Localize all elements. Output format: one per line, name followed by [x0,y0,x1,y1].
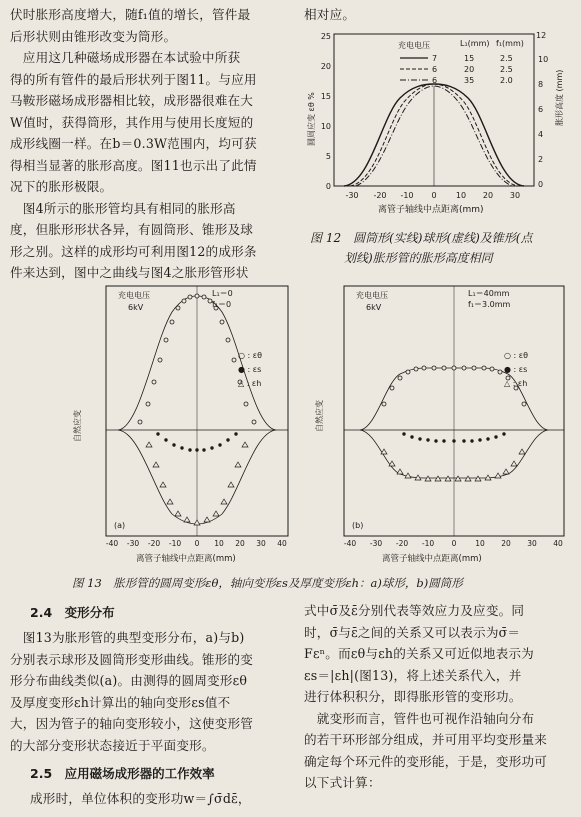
x-tick: 20 [235,539,245,548]
text-line: 进行体积积分，即得胀形管的变形功。 [304,689,522,704]
section-25-text: 成形时，单位体积的变形功w＝∫σ̄dε̄， [30,791,251,806]
y-tick: 15 [320,92,331,101]
x-tick: -30 [345,191,359,200]
y2-tick: 0 [538,180,544,189]
text-line: 的大部分变形状态接近于平面变形。 [10,737,215,753]
text-line: 伏时胀形高度增大，随f₁值的增长，管件最 [10,7,251,22]
x-tick: 30 [256,539,266,548]
chart-subtitle: 6kV [366,303,382,312]
x-tick: 30 [509,191,521,200]
legend-entry: ● : εs [504,365,528,374]
legend-volt: 6 [432,65,438,74]
x-axis-label: 离管子轴线中点距离(mm) [378,205,484,215]
x-tick: -40 [343,539,357,548]
section-heading: 2.4 变形分布 [30,605,115,620]
caption-line: 划线)胀形管的胀形高度相同 [344,251,493,265]
text-line: 度，但胀形形状各异，有圆筒形、锥形及球 [10,222,254,237]
text-line: 就变形而言，管件也可视作沿轴向分布 [304,710,535,726]
text-line: 马鞍形磁场成形器相比较，成形器很难在大 [10,93,254,108]
x-tick: 0 [431,191,437,200]
text-line: 形之别。这样的成形均可利用图12的成形条 [10,243,257,259]
legend-entry: △ : εh [504,379,528,388]
x-tick: 10 [214,539,224,548]
x-tick: 20 [501,539,511,548]
x-tick: 10 [455,191,467,200]
text-line: W值时，获得筒形，其作用与使用长度短的 [10,114,254,130]
chart-subtitle: 6kV [128,303,144,312]
figure-13-caption: 图 13 胀形管的圆周变形εθ，轴向变形εs及厚度变形εh：a)球形，b)圆筒形 [72,576,463,590]
y2-tick: 8 [538,80,544,89]
text-line: 及厚度变形εh计算出的轴向变形εs值不 [10,694,231,710]
x-tick: -30 [369,539,383,548]
x-tick: -30 [126,539,140,548]
x-tick: -20 [373,191,387,200]
text-line: 分别表示球形及圆筒形变形曲线。锥形的变 [10,651,254,667]
x-tick: 0 [451,539,457,548]
figure-12-caption [310,228,572,268]
y2-tick: 6 [538,105,544,114]
legend-f1: 2.5 [500,65,513,74]
legend-entry: ○ : εθ [238,351,262,360]
text-line: 成形线圈一样。在b＝0.3W范围内，均可获 [10,136,257,151]
y-tick: 10 [320,122,331,131]
legend-entry: ○ : εθ [504,351,528,360]
legend-volt: 6 [432,76,438,85]
param: f₁＝3.0mm [468,300,511,309]
param: L₁＝0 [212,289,233,298]
text-line: 应用这几种磁场成形器在本试验中所获 [10,50,241,65]
right-top-fragment: 相对应。 [304,7,356,22]
text-line: 大，因为管子的轴向变形较小，这使变形管 [10,716,254,731]
left-top-text [10,4,294,284]
param: f₁＝0 [212,300,232,309]
legend-title: 充电电压 [398,41,430,50]
x-tick: 20 [482,191,494,200]
x-tick: 10 [475,539,485,548]
y-tick: 25 [320,32,331,41]
legend-l1: 15 [464,54,475,63]
x-tick: -20 [395,539,409,548]
text-line: 图4所示的胀形管均具有相同的胀形高 [10,200,236,216]
section-24-text [10,627,294,756]
text-line: εs＝|εh|(图13)，将上述关系代入，并 [304,667,522,683]
x-tick: -10 [400,191,414,200]
x-tick: -20 [147,539,161,548]
x-axis-label: 离管子轴线中点距离(mm) [382,554,482,564]
figure-13b [308,282,576,567]
text-line: 时，σ̄与ε̄之间的关系又可以表示为σ̄＝ [304,624,521,640]
y2-axis-label: 胀形高度 (mm) [555,69,564,126]
y2-tick: 10 [538,55,549,64]
text-line: 以下式计算： [304,775,381,790]
y2-tick: 12 [536,31,547,40]
text-line: 后形状则由锥形改变为筒形。 [10,28,177,44]
legend-volt: 7 [432,54,438,63]
figure-12 [300,26,575,226]
x-tick: 40 [277,539,287,548]
legend-f1: 2.5 [500,54,513,63]
y-axis-label: 自然应变 [73,410,82,442]
text-line: 形分布曲线类似(a)。由测得的圆周变形εθ [10,673,248,688]
legend-entry: ● : εs [238,365,262,374]
text-line: 得的所有管件的最后形状列于图11。与应用 [10,71,257,87]
legend-f1: 2.0 [500,76,513,85]
text-line: Fεⁿ。而εθ与εh的关系又可近似地表示为 [304,646,534,661]
y-axis-label: 圆周应变 εθ % [307,92,316,146]
chart-title: 充电电压 [118,291,150,300]
x-tick: 40 [553,539,563,548]
panel-label: (a) [114,521,126,530]
caption-line: 图 12 圆筒形(实线)球形(虚线)及锥形(点 [310,231,533,245]
right-bottom-text [304,600,576,794]
section-heading: 2.5 应用磁场成形器的工作效率 [30,766,215,781]
param: L₁＝40mm [468,289,510,298]
y-tick: 5 [325,152,331,161]
text-line: 式中σ̄及ε̄分别代表等效应力及应变。同 [304,603,525,618]
x-tick: 0 [194,539,200,548]
legend-entry: △ : εh [238,379,262,388]
legend-l1: 35 [464,76,475,85]
text-line: 确定每个环元件的变形能，于是，变形功可 [304,753,548,769]
y2-tick: 4 [538,130,544,139]
y-tick: 0 [325,182,331,191]
legend-col-f1: f₁(mm) [496,39,524,48]
text-line: 得相当显著的胀形高度。图11也示出了此情 [10,157,257,173]
text-line: 件来达到，图中之曲线与图4之胀形管形状 [10,265,249,280]
x-tick: 30 [527,539,537,548]
figure-13a [62,282,294,567]
y-tick: 20 [320,62,331,71]
x-axis-label: 离管子轴线中点距离(mm) [136,554,236,564]
x-tick: -40 [105,539,119,548]
text-line: 的若干环形部分组成，并可用平均变形量来 [304,732,548,747]
text-line: 图13为胀形管的典型变形分布，a)与b) [10,630,245,645]
legend-col-l1: L₁(mm) [460,39,490,48]
x-tick: -10 [168,539,182,548]
legend-l1: 20 [464,65,475,74]
y2-tick: 2 [538,155,544,164]
text-line: 况下的胀形极限。 [10,179,113,194]
panel-label: (b) [352,521,364,530]
x-tick: -10 [421,539,435,548]
y-axis-label: 自然应变 [315,400,324,432]
chart-title: 充电电压 [356,291,388,300]
